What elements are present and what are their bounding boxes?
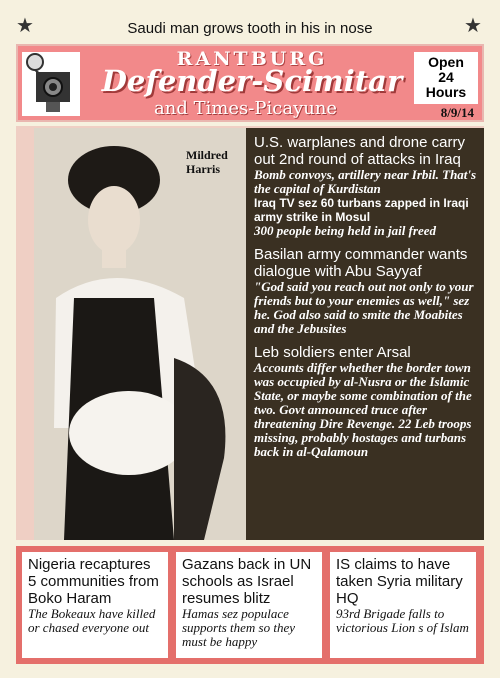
newspaper-title	[84, 46, 420, 122]
bottom-headline: IS claims to have taken Syria military HQ	[336, 556, 463, 607]
issue-date: 8/9/14	[440, 105, 474, 120]
bottom-story	[176, 552, 322, 658]
star-icon: ★	[464, 15, 482, 37]
bottom-subhead: Hamas sez populace supports them so they must be happy	[182, 606, 296, 649]
story-headline: Basilan army commander wants dialogue with Abu Sayyaf	[254, 246, 468, 280]
story-subhead: Accounts differ whether the border town was occupied by al-Nusra or the Islamic State, or maybe some combination of the two. Govt announced truce after threatening Dire Revenge. 22 Leb troops missing, probably hostages and turbans back in al-Qalamoun	[254, 360, 472, 459]
story-headline: Leb soldiers enter Arsal	[254, 344, 411, 361]
bottom-subhead: The Bokeaux have killed or chased everyone out	[28, 606, 156, 635]
open-24-hours-badge: Open 24 Hours	[414, 52, 478, 104]
portrait-photo	[34, 128, 246, 540]
title-line-1: RANTBURG	[176, 48, 328, 70]
story-headline: U.S. warplanes and drone carry out 2nd round of attacks in Iraq	[254, 134, 465, 168]
photo-caption: Mildred Harris	[186, 148, 228, 176]
bottom-headline: Gazans back in UN schools as Israel resumes blitz	[182, 556, 312, 607]
title-line-2: Defender-Scimitar	[101, 64, 403, 98]
top-headline: Saudi man grows tooth in his in nose	[127, 20, 373, 37]
story	[254, 344, 478, 459]
story-subhead: 300 people being held in jail freed	[254, 223, 436, 238]
story-subhead: "God said you reach out not only to your friends but to your enemies as well," sez he. God also said to smite the Moabites and the Jebusites	[254, 279, 474, 336]
bottom-story	[22, 552, 168, 658]
news-column	[246, 128, 484, 540]
star-icon: ★	[16, 15, 34, 37]
bottom-stories	[16, 546, 484, 664]
story-line: Iraq TV sez 60 turbans zapped in Iraqi army strike in Mosul	[254, 196, 469, 224]
main-section	[16, 126, 484, 540]
masthead	[16, 44, 484, 122]
camera-icon	[22, 52, 80, 116]
story	[254, 246, 478, 336]
bottom-story	[330, 552, 476, 658]
title-line-3: and Times-Picayune	[154, 98, 338, 119]
bottom-headline: Nigeria recaptures 5 communities from Boko Haram	[28, 556, 159, 607]
story-subhead: Bomb convoys, artillery near Irbil. That's the capital of Kurdistan	[254, 167, 477, 196]
story	[254, 134, 478, 238]
bottom-subhead: 93rd Brigade falls to victorious Lion s of Islam	[336, 606, 469, 635]
